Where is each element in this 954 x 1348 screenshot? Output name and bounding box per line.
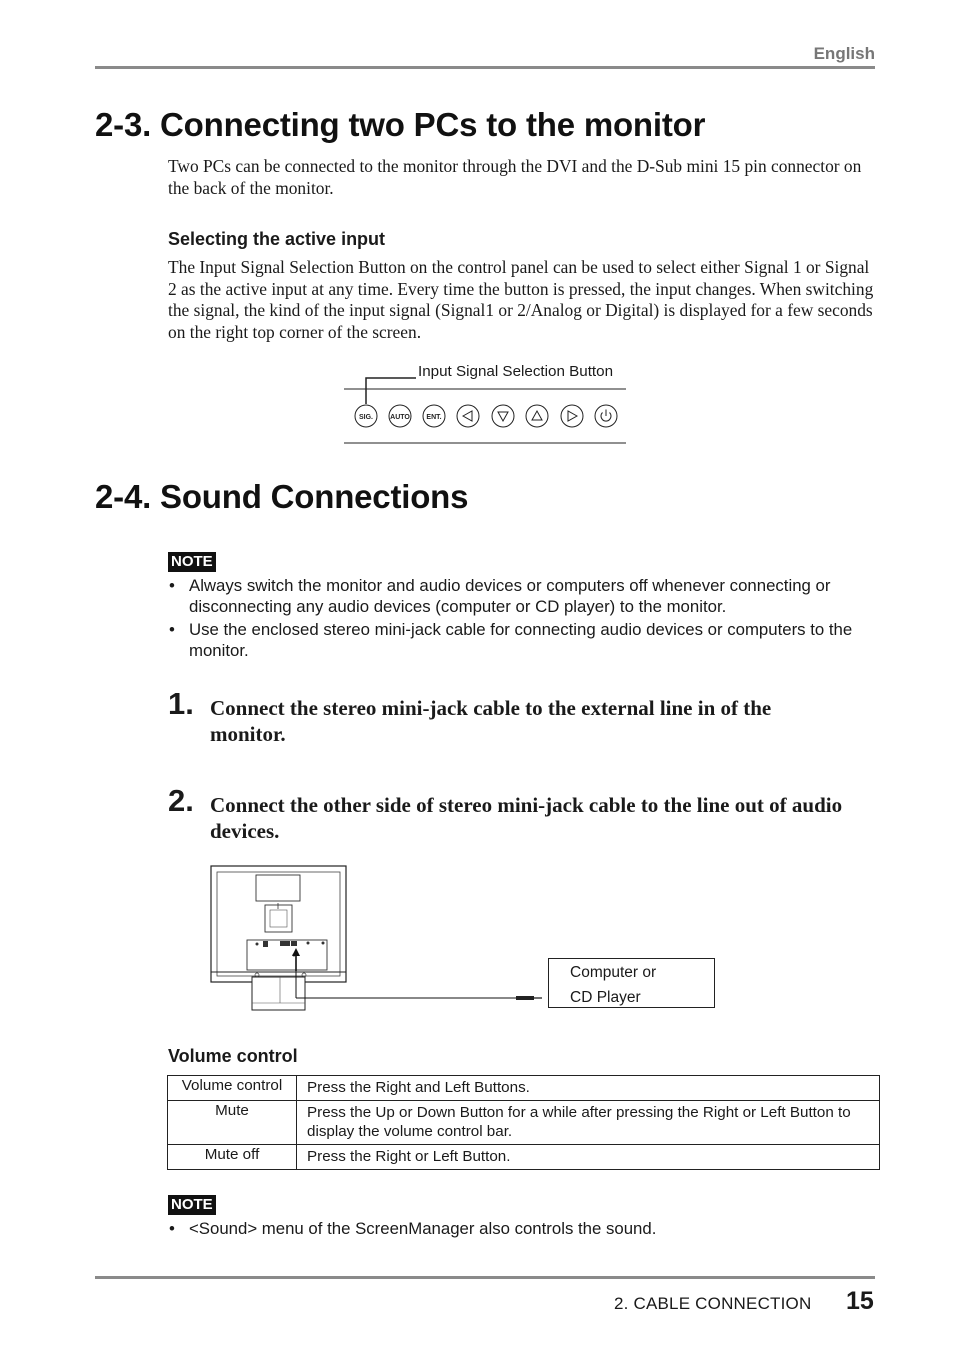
- computer-cd-player-box: [548, 958, 715, 1008]
- subheading-active-input: Selecting the active input: [168, 229, 386, 249]
- section-title-2-3: 2-3. Connecting two PCs to the monitor: [95, 106, 706, 143]
- step-2-text: Connect the other side of stereo mini-jack cable to the line out of audio devices.: [210, 793, 843, 843]
- table-cell-action: Press the Right or Left Button.: [297, 1145, 880, 1170]
- step-1-number: 1.: [168, 686, 194, 721]
- triangle-left-icon: [457, 405, 479, 427]
- power-icon: [595, 405, 617, 427]
- callout-label: Input Signal Selection Button: [418, 363, 614, 380]
- table-row: [168, 1076, 880, 1101]
- table-row: [168, 1145, 880, 1170]
- table-cell-action: Press the Right and Left Buttons.: [297, 1076, 880, 1101]
- svg-text:AUTO: AUTO: [390, 414, 410, 421]
- enter-button-icon: [423, 405, 445, 427]
- volume-control-heading: Volume control: [168, 1046, 298, 1066]
- bullet-icon: •: [169, 1219, 175, 1238]
- sig-button-icon: [355, 405, 377, 427]
- control-panel-svg: [344, 360, 634, 450]
- intro-paragraph: Two PCs can be connected to the monitor through the DVI and the D-Sub mini 15 pin connector on the back of the monitor.: [168, 156, 862, 198]
- triangle-up-icon: [526, 405, 548, 427]
- svg-text:SIG.: SIG.: [358, 414, 374, 421]
- bullet-icon: •: [169, 620, 175, 639]
- volume-control-table: [167, 1075, 880, 1170]
- control-panel-figure: [344, 360, 634, 450]
- list-item: • Always switch the monitor and audio devices or computers off whenever connecting or disconnecting any audio devices (computer or CD player) to the monitor.: [169, 576, 831, 616]
- table-cell-item: Mute off: [168, 1145, 297, 1170]
- section-title-2-4: 2-4. Sound Connections: [95, 478, 469, 515]
- step-2-number: 2.: [168, 783, 194, 818]
- table-row: [168, 1101, 880, 1145]
- header-rule: [95, 66, 875, 69]
- footer-rule: [95, 1276, 875, 1279]
- device-label-line1: Computer or: [570, 964, 657, 981]
- page-number: 15: [846, 1287, 874, 1315]
- language-label: English: [813, 44, 875, 63]
- list-item: • <Sound> menu of the ScreenManager also controls the sound.: [169, 1219, 657, 1238]
- svg-text:ENT.: ENT.: [426, 414, 442, 421]
- note-list: [168, 575, 880, 663]
- auto-button-icon: [389, 405, 411, 427]
- monitor-back-diagram: [200, 860, 560, 1020]
- table-cell-action: Press the Up or Down Button for a while after pressing the Right or Left Button to display the volume control bar.: [297, 1101, 880, 1145]
- list-item: • Use the enclosed stereo mini-jack cable for connecting audio devices or computers to the monitor.: [169, 620, 853, 660]
- step-1-text: Connect the stereo mini-jack cable to the external line in of the monitor.: [210, 696, 772, 746]
- table-cell-item: Volume control: [168, 1076, 297, 1101]
- footer-section-label: 2. CABLE CONNECTION: [614, 1294, 812, 1313]
- note-badge: NOTE: [168, 552, 216, 572]
- triangle-right-icon: [561, 405, 583, 427]
- note-list-2: [168, 1218, 880, 1241]
- note-badge-2: NOTE: [168, 1195, 216, 1215]
- triangle-down-icon: [492, 405, 514, 427]
- table-cell-item: Mute: [168, 1101, 297, 1145]
- active-input-paragraph: The Input Signal Selection Button on the control panel can be used to select either Signal 1 or Signal 2 as the active input at any time. Every time the button is pressed, the input changes. When switching the signal, the kind of the input signal (Signal1 or 2/Analog or Digital) is displayed for a few seconds on the right top corner of the screen.: [168, 257, 874, 343]
- bullet-icon: •: [169, 576, 175, 595]
- device-label-line2: CD Player: [570, 989, 641, 1006]
